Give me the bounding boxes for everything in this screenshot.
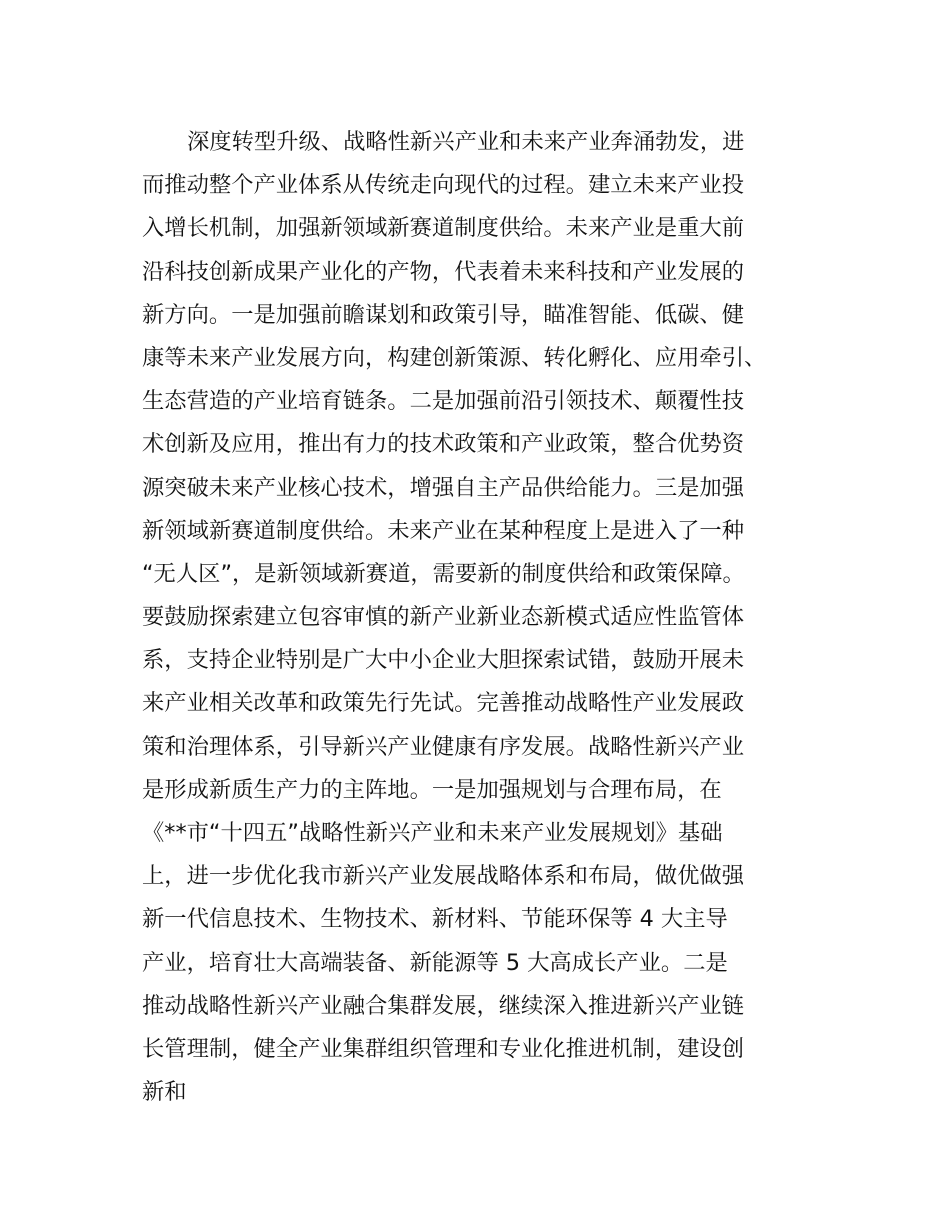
text-line: 生态营造的产业培育链条。二是加强前沿引领技术、颠覆性技 (142, 388, 745, 415)
text-line: 是形成新质生产力的主阵地。一是加强规划与合理布局，在 (142, 776, 722, 803)
text-line: 新和 (142, 1079, 187, 1106)
text-line: 源突破未来产业核心技术，增强自主产品供给能力。三是加强 (142, 474, 745, 501)
text-line: 而推动整个产业体系从传统走向现代的过程。建立未来产业投 (142, 172, 745, 199)
text-line: 深度转型升级、战略性新兴产业和未来产业奔涌勃发，进 (187, 129, 745, 155)
text-line: 策和治理体系，引导新兴产业健康有序发展。战略性新兴产业 (142, 733, 745, 760)
text-line: 新方向。一是加强前瞻谋划和政策引导，瞄准智能、低碳、健 (142, 301, 745, 328)
text-line: 入增长机制，加强新领域新赛道制度供给。未来产业是重大前 (142, 215, 745, 242)
text-line: 《**市“十四五”战略性新兴产业和未来产业发展规划》基础 (142, 820, 723, 846)
text-line: 上，进一步优化我市新兴产业发展战略体系和布局，做优做强 (142, 863, 745, 890)
text-line: 沿科技创新成果产业化的产物，代表着未来科技和产业发展的 (142, 258, 745, 285)
text-line: 新领域新赛道制度供给。未来产业在某种程度上是进入了一种 (142, 517, 745, 544)
text-line: 新一代信息技术、生物技术、新材料、节能环保等 4 大主导 (142, 906, 728, 933)
text-line: 推动战略性新兴产业融合集群发展，继续深入推进新兴产业链 (142, 992, 745, 1019)
text-line: “无人区”，是新领域新赛道，需要新的制度供给和政策保障。 (142, 560, 745, 587)
text-line: 要鼓励探索建立包容审慎的新产业新业态新模式适应性监管体 (142, 604, 745, 631)
body-paragraph (142, 121, 832, 1114)
text-line: 产业，培育壮大高端装备、新能源等 5 大高成长产业。二是 (142, 949, 728, 976)
text-line: 术创新及应用，推出有力的技术政策和产业政策，整合优势资 (142, 431, 745, 458)
text-line: 康等未来产业发展方向，构建创新策源、转化孵化、应用牵引、 (142, 344, 767, 371)
text-line: 系，支持企业特别是广大中小企业大胆探索试错，鼓励开展未 (142, 647, 745, 674)
text-line: 长管理制，健全产业集群组织管理和专业化推进机制，建设创 (142, 1035, 745, 1062)
text-line: 来产业相关改革和政策先行先试。完善推动战略性产业发展政 (142, 690, 745, 717)
